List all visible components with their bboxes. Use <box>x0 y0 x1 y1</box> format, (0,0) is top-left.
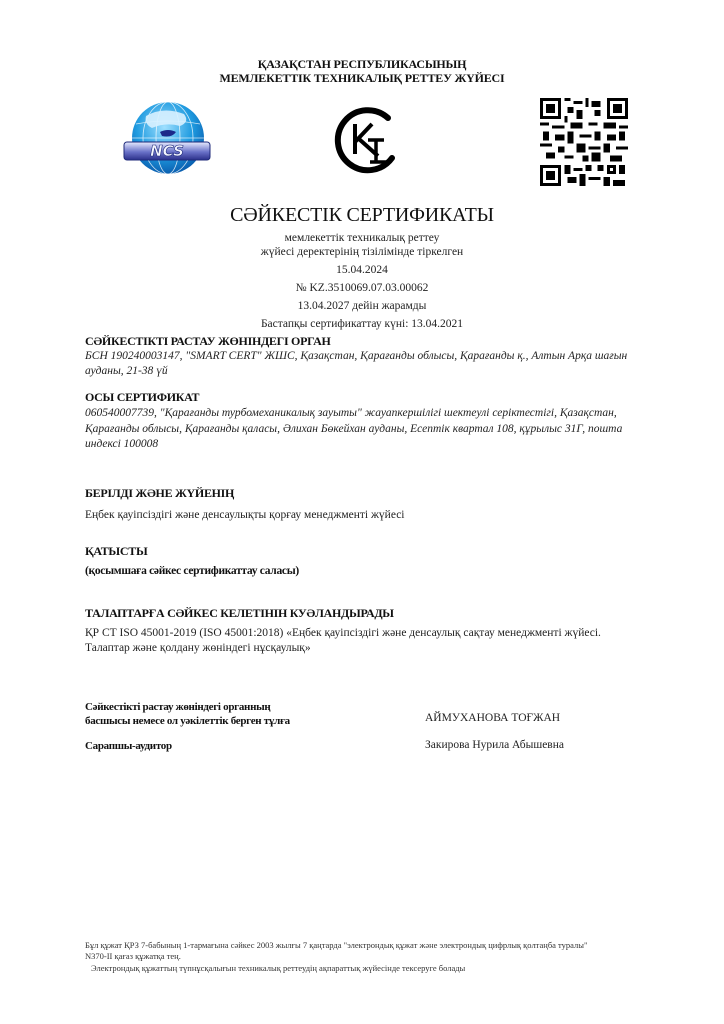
auditor-label: Сарапшы-аудитор <box>85 740 172 752</box>
certificate-date: 15.04.2024 <box>336 264 388 276</box>
footer-line-2: N370-II қағаз құжатқа тең. <box>85 951 181 961</box>
certification-body-line-1: БСН 190240003147, "SMART CERT" ЖШС, Қазақстан, Қарағанды облысы, Қарағанды қ., Алтын Арқа шағын <box>85 350 628 362</box>
footer-line-1: Бұл құжат ҚРЗ 7-бабының 1-тармағына сәйкес 2003 жылғы 7 қаңтарда "электрондық құжат және электрондық цифрлық қолтаңба туралы" <box>85 940 588 950</box>
holder-line-2: Қарағанды облысы, Қарағанды қаласы, Әлихан Бөкейхан ауданы, Есептік квартал 108, құрылыс 31Г, пошта <box>85 423 623 435</box>
skt-conformity-mark-icon <box>326 102 404 180</box>
head-label-line-1: Сәйкестікті растау жөніндегі органның <box>85 701 271 713</box>
section-heading-requirements: ТАЛАПТАРҒА СӘЙКЕС КЕЛЕТІНІН КУӘЛАНДЫРАДЫ <box>85 606 394 620</box>
qr-code-icon[interactable] <box>540 98 628 186</box>
valid-until: 13.04.2027 дейін жарамды <box>297 300 427 312</box>
section-heading-certification-body: СӘЙКЕСТІКТІ РАСТАУ ЖӨНІНДЕГІ ОРГАН <box>85 334 331 348</box>
initial-cert-date: Бастапқы сертификаттау күні: 13.04.2021 <box>260 318 464 330</box>
certificate-title: СӘЙКЕСТІК СЕРТИФИКАТЫ <box>230 204 494 226</box>
system-name: Еңбек қауіпсіздігі және денсаулықты қорғау менеджменті жүйесі <box>85 509 405 521</box>
header-line-1: ҚАЗАҚСТАН РЕСПУБЛИКАСЫНЫҢ <box>257 57 467 71</box>
auditor-name: Закирова Нурила Абышевна <box>425 739 564 751</box>
head-label-line-2: басшысы немесе ол уәкілеттік берген тұлға <box>85 715 290 727</box>
svg-text:NCS: NCS <box>150 142 184 160</box>
section-heading-system: БЕРІЛДІ ЖӘНЕ ЖҮЙЕНІҢ <box>85 486 235 500</box>
requirements-line-1: ҚР СТ ISO 45001-2019 (ISO 45001:2018) «Еңбек қауіпсіздігі және денсаулық сақтау менеджменті жүйесі. <box>85 627 601 639</box>
certification-body-line-2: ауданы, 21-38 үй <box>85 365 168 377</box>
header-line-2: МЕМЛЕКЕТТІК ТЕХНИКАЛЫҚ РЕТТЕУ ЖҮЙЕСІ <box>219 71 505 85</box>
section-heading-holder: ОСЫ СЕРТИФИКАТ <box>85 390 200 404</box>
holder-line-1: 060540007739, "Қарағанды турбомеханикалық зауыты" жауапкершілігі шектеулі серіктестігі, Қазақстан, <box>85 407 617 419</box>
requirements-line-2: Талаптар және қолдану жөніндегі нұсқаулық» <box>85 642 311 654</box>
registry-line-2: жүйесі деректерінің тізілімінде тіркелген <box>260 246 464 258</box>
certificate-number: № KZ.3510069.07.03.00062 <box>295 282 429 294</box>
scope-text: (қосымшаға сәйкес сертификаттау саласы) <box>85 565 299 577</box>
registry-line-1: мемлекеттік техникалық реттеу <box>284 232 440 244</box>
section-heading-scope: ҚАТЫСТЫ <box>85 544 148 558</box>
holder-line-3: индексі 100008 <box>85 438 159 450</box>
head-name: АЙМУХАНОВА ТОҒЖАН <box>425 712 561 724</box>
ncs-globe-logo <box>118 98 214 184</box>
footer-line-3: Электрондық құжаттың түпнұсқалығын техникалық реттеудің ақпараттық жүйесінде тексеруге болады <box>91 963 466 973</box>
